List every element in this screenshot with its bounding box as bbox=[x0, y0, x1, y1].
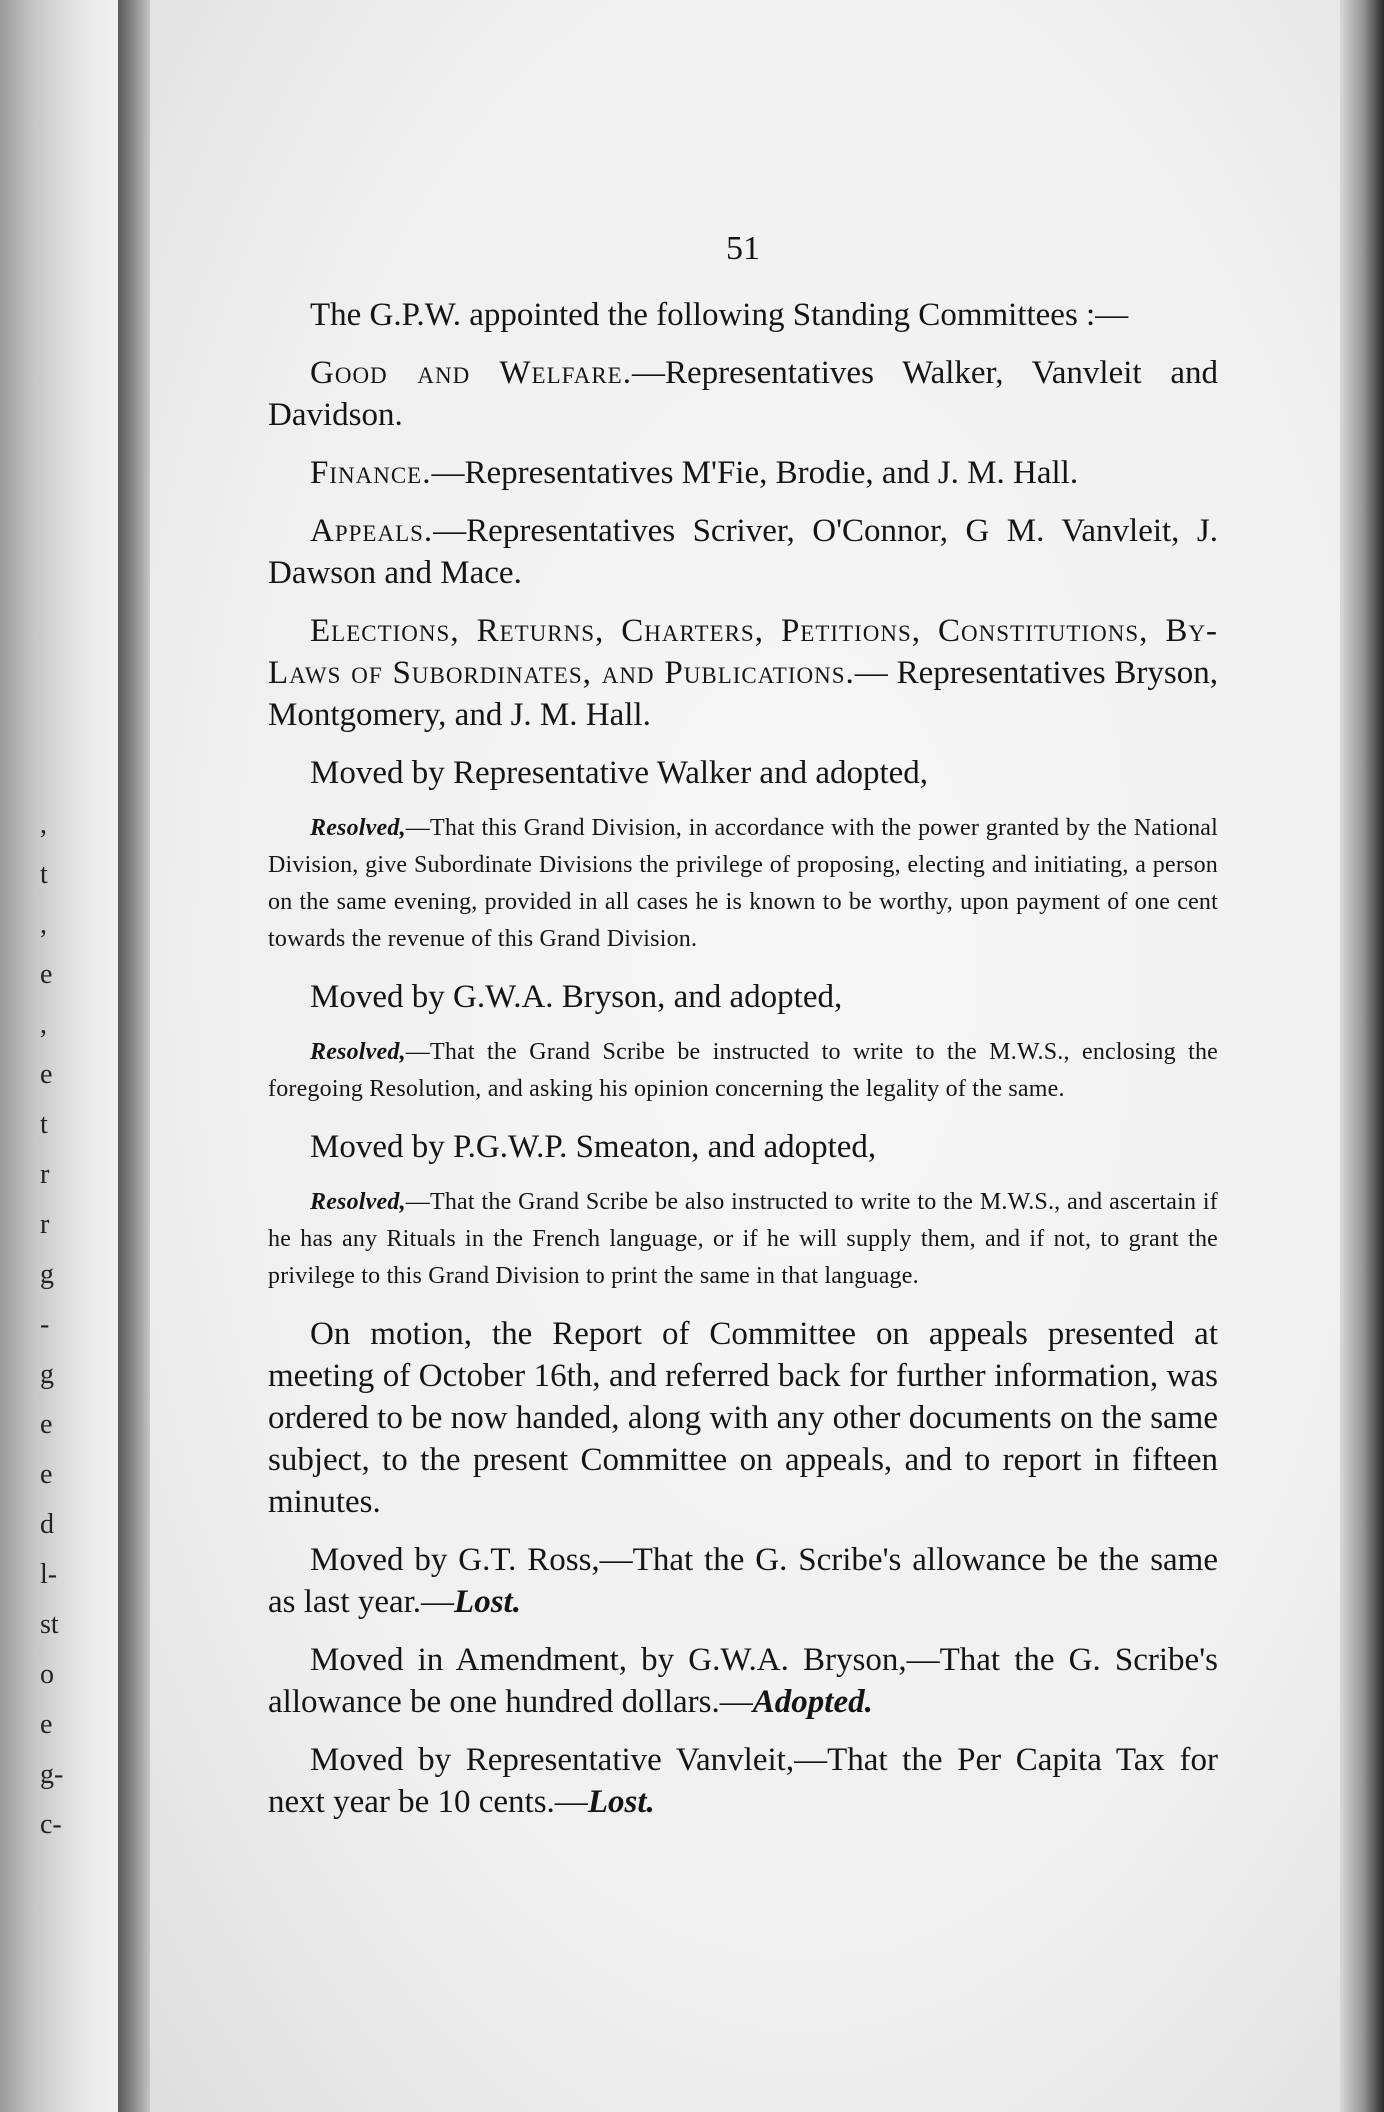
text: The G.P.W. appointed the following Standing Committees :— bbox=[310, 297, 1129, 333]
text: On motion, the Report of Committee on appeals presented at meeting of October 16th, and referred back for further information, was ordered to be now handed, along with any other documents on the same subject, to the present Committee on appeals, and to report in fifteen minutes. bbox=[268, 1316, 1218, 1520]
committee-good-and-welfare bbox=[268, 352, 1218, 436]
fragment: l- bbox=[40, 1559, 58, 1590]
fragment: - bbox=[40, 1309, 50, 1340]
fragment: g bbox=[40, 1259, 54, 1290]
resolution-text: —That the Grand Scribe be instructed to write to the M.W.S., enclosing the foregoing Resolution, and asking his opinion concerning the legality of the same. bbox=[268, 1039, 1218, 1102]
fragment: d bbox=[40, 1509, 54, 1540]
resolved-label: Resolved, bbox=[310, 1189, 406, 1215]
committee-title: Finance. bbox=[310, 455, 432, 491]
resolution-text: —That the Grand Scribe be also instructed to write to the M.W.S., and ascertain if he has any Rituals in the French language, or if he will supply them, and if not, to grant the privilege to this Grand Division to print the same in that language. bbox=[268, 1189, 1218, 1289]
resolution-three bbox=[268, 1184, 1218, 1295]
motion-amendment bbox=[268, 1639, 1218, 1723]
fragment: o bbox=[40, 1659, 54, 1690]
motion-ross bbox=[268, 1539, 1218, 1623]
text: Moved in Amendment, by G.W.A. Bryson,—That the G. Scribe's allowance be one hundred dollars.— bbox=[268, 1642, 1218, 1720]
resolution-one bbox=[268, 810, 1218, 958]
fragment: , bbox=[40, 1009, 47, 1040]
right-page-edge bbox=[1340, 0, 1384, 2112]
text: Moved by Representative Vanvleit,—That the Per Capita Tax for next year be 10 cents.— bbox=[268, 1742, 1218, 1820]
committee-members: —Representatives Scriver, O'Connor, G M. Vanvleit, J. Dawson and Mace. bbox=[268, 513, 1218, 591]
facing-page-text-fragments bbox=[40, 800, 110, 1850]
motion-report-appeals bbox=[268, 1313, 1218, 1523]
fragment: , bbox=[40, 809, 47, 840]
motion-smeaton bbox=[268, 1126, 1218, 1168]
motion-walker bbox=[268, 752, 1218, 794]
text: Moved by P.G.W.P. Smeaton, and adopted, bbox=[310, 1129, 877, 1165]
committee-title: Good and Welfare. bbox=[310, 355, 632, 391]
committee-finance bbox=[268, 452, 1218, 494]
page-content bbox=[268, 230, 1218, 1839]
fragment: g bbox=[40, 1359, 54, 1390]
fragment: e bbox=[40, 1459, 53, 1490]
fragment: g- bbox=[40, 1759, 64, 1790]
outcome: Adopted. bbox=[752, 1684, 873, 1720]
committees-intro bbox=[268, 294, 1218, 336]
committee-title: Appeals. bbox=[310, 513, 434, 549]
fragment: e bbox=[40, 1059, 53, 1090]
fragment: c- bbox=[40, 1809, 62, 1840]
fragment: e bbox=[40, 959, 53, 990]
fragment: t bbox=[40, 1109, 48, 1140]
fragment: st bbox=[40, 1609, 59, 1640]
fragment: t bbox=[40, 859, 48, 890]
motion-vanvleit bbox=[268, 1739, 1218, 1823]
text: Moved by Representative Walker and adopted, bbox=[310, 755, 929, 791]
outcome: Lost. bbox=[587, 1784, 655, 1820]
text: Moved by G.W.A. Bryson, and adopted, bbox=[310, 979, 843, 1015]
committee-title: Elections, Returns, Charters, Petitions, Constitutions, By-Laws of Subordinates, and Publications. bbox=[268, 613, 1218, 691]
page-number: 51 bbox=[726, 230, 760, 267]
resolved-label: Resolved, bbox=[310, 1039, 406, 1065]
committee-members: — Representatives Bryson, Montgomery, and J. M. Hall. bbox=[268, 655, 1218, 733]
motion-bryson bbox=[268, 976, 1218, 1018]
resolution-text: —That this Grand Division, in accordance with the power granted by the National Division, give Subordinate Divisions the privilege of proposing, electing and initiating, a person on the same evening, provided in all cases he is known to be worthy, upon payment of one cent towards the revenue of this Grand Division. bbox=[268, 815, 1218, 952]
text: Moved by G.T. Ross,—That the G. Scribe's allowance be the same as last year.— bbox=[268, 1542, 1218, 1620]
resolved-label: Resolved, bbox=[310, 815, 406, 841]
resolution-two bbox=[268, 1034, 1218, 1108]
fragment: r bbox=[40, 1209, 50, 1240]
fragment: e bbox=[40, 1709, 53, 1740]
committee-members: —Representatives Walker, Vanvleit and Davidson. bbox=[268, 355, 1218, 433]
fragment: e bbox=[40, 1409, 53, 1440]
committee-appeals bbox=[268, 510, 1218, 594]
committee-elections bbox=[268, 610, 1218, 736]
fragment: r bbox=[40, 1159, 50, 1190]
committee-members: —Representatives M'Fie, Brodie, and J. M. Hall. bbox=[431, 455, 1079, 491]
fragment: , bbox=[40, 909, 47, 940]
outcome: Lost. bbox=[454, 1584, 521, 1620]
